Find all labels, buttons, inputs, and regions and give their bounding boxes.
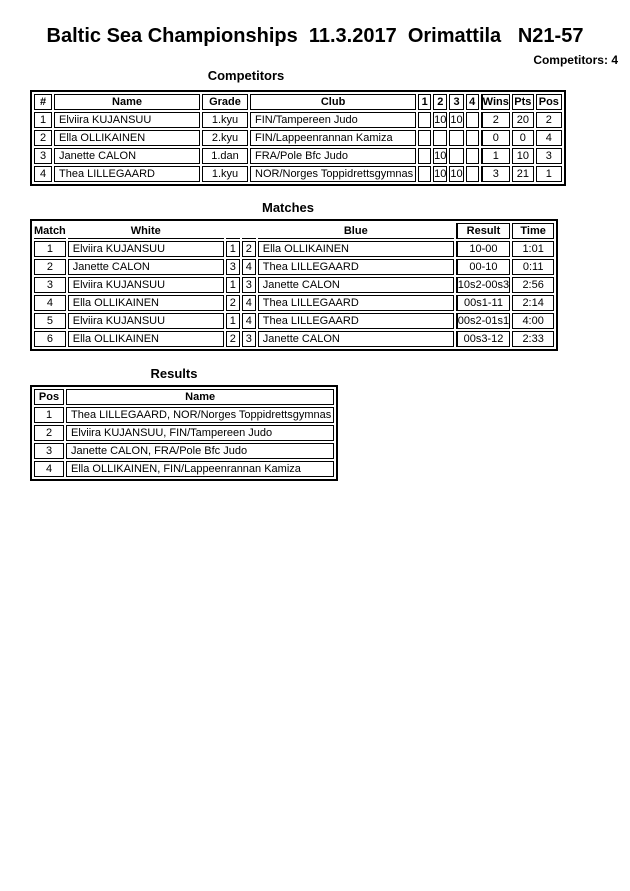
col-opp2-header: 2 bbox=[433, 94, 447, 110]
result-pos: 1 bbox=[34, 407, 64, 423]
competitor-club: FRA/Pole Bfc Judo bbox=[250, 148, 416, 164]
white-name: Ella OLLIKAINEN bbox=[68, 331, 224, 347]
match-time: 2:33 bbox=[512, 331, 554, 347]
competitors-header-row bbox=[34, 94, 562, 110]
score-vs-4 bbox=[466, 130, 479, 146]
col-white-header: White bbox=[68, 223, 224, 239]
blue-competitor-number: 4 bbox=[242, 259, 256, 275]
matches-table bbox=[30, 219, 558, 351]
matches-heading: Matches bbox=[261, 200, 315, 215]
matches-section bbox=[30, 200, 630, 351]
match-time: 0:11 bbox=[512, 259, 554, 275]
competitor-number: 1 bbox=[34, 112, 52, 128]
match-number: 4 bbox=[34, 295, 66, 311]
blue-name: Thea LILLEGAARD bbox=[258, 313, 454, 329]
score-vs-1 bbox=[418, 166, 431, 182]
score-vs-3 bbox=[449, 148, 463, 164]
competitor-club: FIN/Lappeenrannan Kamiza bbox=[250, 130, 416, 146]
score-vs-4 bbox=[466, 166, 479, 182]
match-result: 00s2-01s1 bbox=[457, 315, 510, 327]
blue-competitor-number: 3 bbox=[242, 331, 256, 347]
match-row bbox=[34, 241, 554, 257]
result-pos: 2 bbox=[34, 425, 64, 441]
competitors-count: Competitors: 4 bbox=[533, 53, 618, 67]
competitor-name: Elviira KUJANSUU bbox=[54, 112, 200, 128]
result-name: Thea LILLEGAARD, NOR/Norges Toppidrettsgymnas bbox=[66, 407, 334, 423]
match-row bbox=[34, 259, 554, 275]
blue-competitor-number: 3 bbox=[242, 277, 256, 293]
blue-competitor-number: 4 bbox=[242, 295, 256, 311]
competitor-number: 2 bbox=[34, 130, 52, 146]
competitor-club: NOR/Norges Toppidrettsgymnas bbox=[250, 166, 416, 182]
col-pts-header: Pts bbox=[512, 94, 534, 110]
score-vs-2: 10 bbox=[434, 150, 447, 162]
match-number: 6 bbox=[34, 331, 66, 347]
results-header-row bbox=[34, 389, 334, 405]
match-result: 10-00 bbox=[456, 241, 510, 257]
competitor-pts: 10 bbox=[512, 148, 534, 164]
competitor-name: Ella OLLIKAINEN bbox=[54, 130, 200, 146]
col-name-header: Name bbox=[66, 389, 334, 405]
competitor-wins: 3 bbox=[481, 166, 510, 182]
match-result: 00-10 bbox=[456, 259, 510, 275]
blue-competitor-number: 4 bbox=[242, 313, 256, 329]
score-vs-2: 10 bbox=[434, 114, 447, 126]
match-row bbox=[34, 331, 554, 347]
results-table bbox=[30, 385, 338, 481]
white-name: Elviira KUJANSUU bbox=[68, 241, 224, 257]
score-vs-4 bbox=[466, 148, 479, 164]
competitor-name: Janette CALON bbox=[54, 148, 200, 164]
blue-name: Ella OLLIKAINEN bbox=[258, 241, 454, 257]
blue-name: Janette CALON bbox=[258, 277, 454, 293]
blue-name: Thea LILLEGAARD bbox=[258, 295, 454, 311]
competitors-heading: Competitors bbox=[207, 68, 285, 83]
white-name: Elviira KUJANSUU bbox=[68, 313, 224, 329]
competitor-pos: 3 bbox=[536, 148, 562, 164]
result-row bbox=[34, 443, 334, 459]
competitor-row bbox=[34, 148, 562, 164]
col-pos-header: Pos bbox=[34, 389, 64, 405]
white-name: Elviira KUJANSUU bbox=[68, 277, 224, 293]
page-title: Baltic Sea Championships 11.3.2017 Orimattila N21-57 bbox=[46, 25, 584, 47]
competitor-row bbox=[34, 130, 562, 146]
white-competitor-number: 2 bbox=[226, 295, 240, 311]
competitor-pts: 0 bbox=[512, 130, 534, 146]
col-opp3-header: 3 bbox=[449, 94, 463, 110]
match-number: 3 bbox=[34, 277, 66, 293]
match-number: 2 bbox=[34, 259, 66, 275]
result-name: Ella OLLIKAINEN, FIN/Lappeenrannan Kamiza bbox=[66, 461, 334, 477]
match-number: 1 bbox=[34, 241, 66, 257]
col-name-header: Name bbox=[54, 94, 200, 110]
col-time-header: Time bbox=[512, 223, 554, 239]
result-pos: 4 bbox=[34, 461, 64, 477]
match-row bbox=[34, 277, 554, 293]
competitor-number: 4 bbox=[34, 166, 52, 182]
blue-competitor-number: 2 bbox=[242, 241, 256, 257]
white-competitor-number: 1 bbox=[226, 241, 240, 257]
score-vs-1 bbox=[418, 130, 431, 146]
col-opp1-header: 1 bbox=[418, 94, 431, 110]
col-grade-header: Grade bbox=[202, 94, 248, 110]
match-result: 10s2-00s3 bbox=[457, 279, 510, 291]
result-pos: 3 bbox=[34, 443, 64, 459]
competitor-wins: 0 bbox=[481, 130, 510, 146]
result-name: Janette CALON, FRA/Pole Bfc Judo bbox=[66, 443, 334, 459]
col-number-header: # bbox=[34, 94, 52, 110]
col-club-header: Club bbox=[250, 94, 416, 110]
score-vs-2 bbox=[433, 130, 447, 146]
match-result: 00s1-11 bbox=[456, 295, 510, 311]
col-wins-header: Wins bbox=[482, 96, 509, 108]
competitor-wins: 2 bbox=[481, 112, 510, 128]
col-opp4-header: 4 bbox=[466, 94, 479, 110]
competitor-pos: 2 bbox=[536, 112, 562, 128]
col-white-number-header bbox=[226, 223, 240, 239]
col-pos-header: Pos bbox=[536, 94, 562, 110]
competitors-section bbox=[30, 68, 630, 186]
match-number: 5 bbox=[34, 313, 66, 329]
competitor-club: FIN/Tampereen Judo bbox=[250, 112, 416, 128]
score-vs-3: 10 bbox=[450, 114, 463, 126]
white-competitor-number: 2 bbox=[226, 331, 240, 347]
score-vs-3 bbox=[449, 130, 463, 146]
competitor-row bbox=[34, 112, 562, 128]
competitor-pts: 20 bbox=[512, 112, 534, 128]
white-name: Janette CALON bbox=[68, 259, 224, 275]
match-time: 2:56 bbox=[512, 277, 554, 293]
results-section bbox=[30, 366, 630, 481]
results-heading: Results bbox=[150, 366, 198, 381]
col-blue-header: Blue bbox=[258, 223, 454, 239]
col-match-header: Match bbox=[34, 223, 66, 239]
score-vs-4 bbox=[466, 112, 479, 128]
score-vs-3: 10 bbox=[450, 168, 463, 180]
white-competitor-number: 1 bbox=[226, 277, 240, 293]
score-vs-1 bbox=[418, 112, 431, 128]
result-row bbox=[34, 461, 334, 477]
white-name: Ella OLLIKAINEN bbox=[68, 295, 224, 311]
white-competitor-number: 3 bbox=[226, 259, 240, 275]
competitor-number: 3 bbox=[34, 148, 52, 164]
competitor-row bbox=[34, 166, 562, 182]
match-result: 00s3-12 bbox=[456, 331, 510, 347]
match-row bbox=[34, 295, 554, 311]
score-vs-1 bbox=[418, 148, 431, 164]
matches-header-row bbox=[34, 223, 554, 239]
competitor-wins: 1 bbox=[481, 148, 510, 164]
blue-name: Thea LILLEGAARD bbox=[258, 259, 454, 275]
competitor-grade: 1.kyu bbox=[202, 166, 248, 182]
score-vs-2: 10 bbox=[434, 168, 447, 180]
competitor-pos: 1 bbox=[536, 166, 562, 182]
competitors-table bbox=[30, 90, 566, 186]
result-row bbox=[34, 425, 334, 441]
blue-name: Janette CALON bbox=[258, 331, 454, 347]
white-competitor-number: 1 bbox=[226, 313, 240, 329]
match-row bbox=[34, 313, 554, 329]
competitor-grade: 1.dan bbox=[202, 148, 248, 164]
match-time: 2:14 bbox=[512, 295, 554, 311]
competitor-grade: 1.kyu bbox=[202, 112, 248, 128]
competitor-pts: 21 bbox=[512, 166, 534, 182]
result-row bbox=[34, 407, 334, 423]
match-time: 4:00 bbox=[512, 313, 554, 329]
col-result-header: Result bbox=[456, 223, 510, 239]
competitor-name: Thea LILLEGAARD bbox=[54, 166, 200, 182]
match-time: 1:01 bbox=[512, 241, 554, 257]
result-name: Elviira KUJANSUU, FIN/Tampereen Judo bbox=[66, 425, 334, 441]
col-blue-number-header bbox=[242, 223, 256, 239]
competitor-pos: 4 bbox=[536, 130, 562, 146]
competitor-grade: 2.kyu bbox=[202, 130, 248, 146]
